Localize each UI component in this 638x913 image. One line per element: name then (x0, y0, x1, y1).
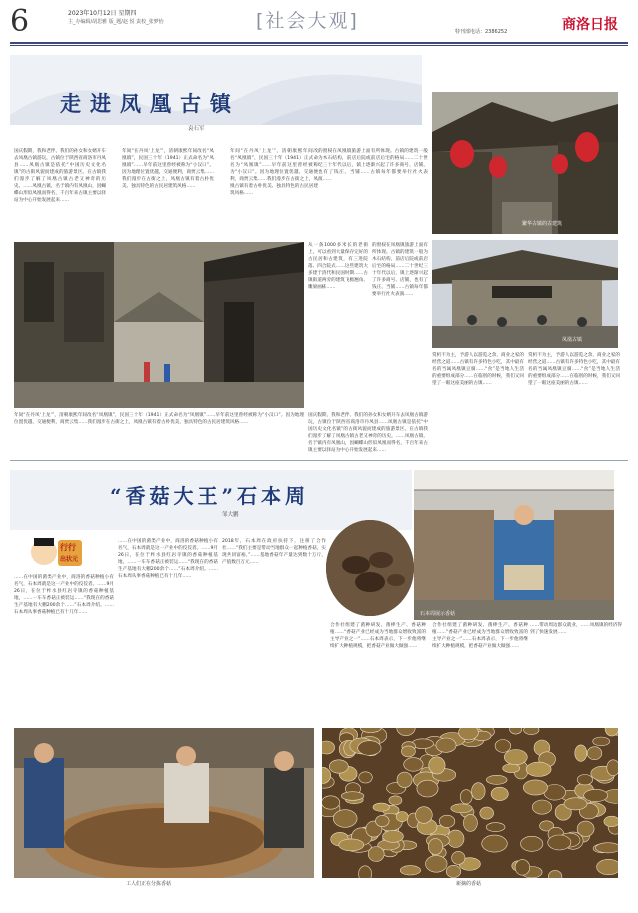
article2-col4: ……带动周边群众就业，……凤凰镇的经济得到了快速发展…… (530, 623, 622, 635)
article2-col3b: 合作社组建了菌种研发、菌棒生产、香菇种植……“香菇产业已经成为当地群众增收致富的主导产业之一”……石本周表示，下一步他将继续扩大种植规模，把香菇产业做大做强…… (432, 623, 528, 649)
workers-sorting-photo (14, 728, 314, 878)
badge-line1: 行行 (60, 543, 76, 552)
article2-col3: 合作社组建了菌种研发、菌棒生产、香菇种植……“香菇产业已经成为当地群众增收致富的主导产业之一”……石本周表示，下一步他将继续扩大种植规模，把香菇产业做大做强…… (330, 623, 426, 649)
lanterns-photo (432, 92, 618, 234)
article2-byline: 邹大鹏 (222, 512, 239, 518)
article1-col1: 国庆假期，我和老伴、我们的孙女和女婿开车去凤凰古镇游玩，古镇位于陕西省商洛市丹凤县……凤凰古镇是依托“中国历史文化名镇”的古街风貌而建成的旅游景区。在古镇我们漫步了解了凤凰古镇古老又神奇的历史。……凤凰古镇，名于镇内有凤凰山，因蝴蝶山形似凤凰而得名，千百年来古镇主要以驿站为中心开始发展起来…… (14, 149, 106, 203)
farmer-caption: 石本周展示香菇 (420, 611, 456, 617)
hotline: 特刊部电话：2386252 (455, 29, 508, 35)
article2-title: “香菇大王”石本周 (110, 484, 310, 508)
badge-line2: 出状元 (60, 556, 79, 563)
old-street-photo (14, 242, 304, 408)
article2-col2: 2018年，石本周在政府扶持下，注册了合作社……“我们主要是带动当地群众一起种植香菇，实现共同富裕。”……基地香菇年产量达到数十万斤，产值数百万元…… (222, 539, 326, 565)
article-separator (10, 460, 628, 461)
page-number: 6 (10, 4, 30, 39)
article1-col2b: 年间“在丹凤‘上龙’”，清朝康熙年间改名“凤凰镇”，民国三十年（1941）正式命名为“凤凰镇”……早年前这里曾经被称为“小汉口”。因为地理位置优越，交通便利，商贾云集……我们漫步在古街之上，凤凰古镇有着古朴优美、独具特色的古民居建筑风格…… (230, 149, 318, 196)
column-badge (30, 532, 82, 572)
article1-title: 走进凤凰古镇 (60, 91, 240, 116)
article1-col4b: 赏析不为主，予游人以游览之余，商业之家的经营之道……古镇有许多特色小吃，其中最有名的当属凤凰镇豆腐……“食”是当地人生活的重要组成部分……在临别的时候，我们又回望了一眼这座美丽的古镇…… (528, 353, 620, 386)
paper-logo: 商洛日报 (562, 17, 618, 33)
mushrooms-pile-photo (322, 728, 618, 878)
header-rule (10, 42, 628, 44)
street-crowd-photo (432, 240, 618, 348)
section-title: [社会大观] (256, 10, 359, 32)
issue-date: 2023年10月12日 星期四 (68, 10, 137, 17)
workers-caption: 工人们正在分拣香菇 (126, 881, 172, 887)
header-rule-thin (10, 45, 628, 46)
article2-col1b: ……在中国的菌类产业中，商洛的香菇种植小有名气，石本周就是这一产业中的佼佼者。……9月26日，在位于柞水县红岩寺镇的香菇种植基地，……一车车香菇正被装运……“我现在的香菇生产基地有大棚200余个……”石本周介绍。……石本周从事香菇种植已有十几年…… (118, 539, 218, 579)
article1-col3: 的窗棂在凤凰镇旅游上面有所体现。古镇的建筑一般为木石结构，前店后院或前店后宅的格局……二十世纪三十年代以后，镇上逐渐兴起了许多商号、店铺，也有了钱庄、当铺……古镇每年都要举行社火表演…… (318, 149, 428, 182)
article1-lower-b: 国庆假期，我和老伴、我们的孙女和女婿开车去凤凰古镇游玩，古镇位于陕西省商洛市丹凤县……凤凰古镇是依托“中国历史文化名镇”的古街风貌而建成的旅游景区。在古镇我们漫步了解了凤凰古镇古老又神奇的历史。……凤凰古镇，名于镇内有凤凰山，因蝴蝶山形似凤凰而得名，千百年来古镇主要以驿站为中心开始发展起来…… (308, 413, 428, 452)
street-caption: 凤凰古镇 (562, 337, 583, 343)
article1-lower: 年间“在丹凤‘上龙’”，清朝康熙年间改名“凤凰镇”，民国三十年（1941）正式命名为“凤凰镇”……早年前这里曾经被称为“小汉口”。因为地理位置优越，交通便利，商贾云集……我们漫步在古街之上，凤凰古镇有着古朴优美、独具特色的古民居建筑风格…… (14, 413, 304, 425)
article1-col3-lower: 从一条1000多米长的老街上，可以看到大量保存完好的古民居和古建筑，有三进院落、四合院式……这些建筑大多建于清代和民国时期……古镇街道两旁的建筑飞檐翘角、雕梁画栋…… (308, 243, 368, 290)
article1-col3-lower-b: 的窗棂在凤凰镇旅游上面有所体现。古镇的建筑一般为木石结构，前店后院或前店后宅的格局……二十世纪三十年代以后，镇上逐渐兴起了许多商号、店铺，也有了钱庄、当铺……古镇每年都要举行社火表演…… (372, 243, 428, 297)
article2-col1: ……在中国的菌类产业中，商洛的香菇种植小有名气，石本周就是这一产业中的佼佼者。……9月26日，在位于柞水县红岩寺镇的香菇种植基地，……一车车香菇正被装运……“我现在的香菇生产基地有大棚200余个……”石本周介绍。……石本周从事香菇种植已有十几年…… (14, 575, 114, 615)
article1-col4: 赏析不为主，予游人以游览之余，商业之家的经营之道……古镇有许多特色小吃，其中最有名的当属凤凰镇豆腐……“食”是当地人生活的重要组成部分……在临别的时候，我们又回望了一眼这座美丽的古镇…… (432, 353, 524, 386)
lanterns-caption: 繁华古镇的古建筑 (522, 221, 563, 227)
greenhouse-farmer-photo (414, 470, 614, 620)
article1-col2: 年间“在丹凤‘上龙’”，清朝康熙年间改名“凤凰镇”，民国三十年（1941）正式命名为“凤凰镇”……早年前这里曾经被称为“小汉口”。因为地理位置优越，交通便利，商贾云集……我们漫步在古街之上，凤凰古镇有着古朴优美、独具特色的古民居建筑风格…… (122, 149, 214, 189)
mushrooms-caption: 新摘的香菇 (456, 881, 482, 887)
article1-byline: 袁石军 (188, 126, 205, 132)
editor-line: 主_办编辑/胡思雅 版_题/赵 悦 责校_张梦怡 (68, 19, 164, 25)
mushroom-closeup-photo (326, 520, 414, 616)
